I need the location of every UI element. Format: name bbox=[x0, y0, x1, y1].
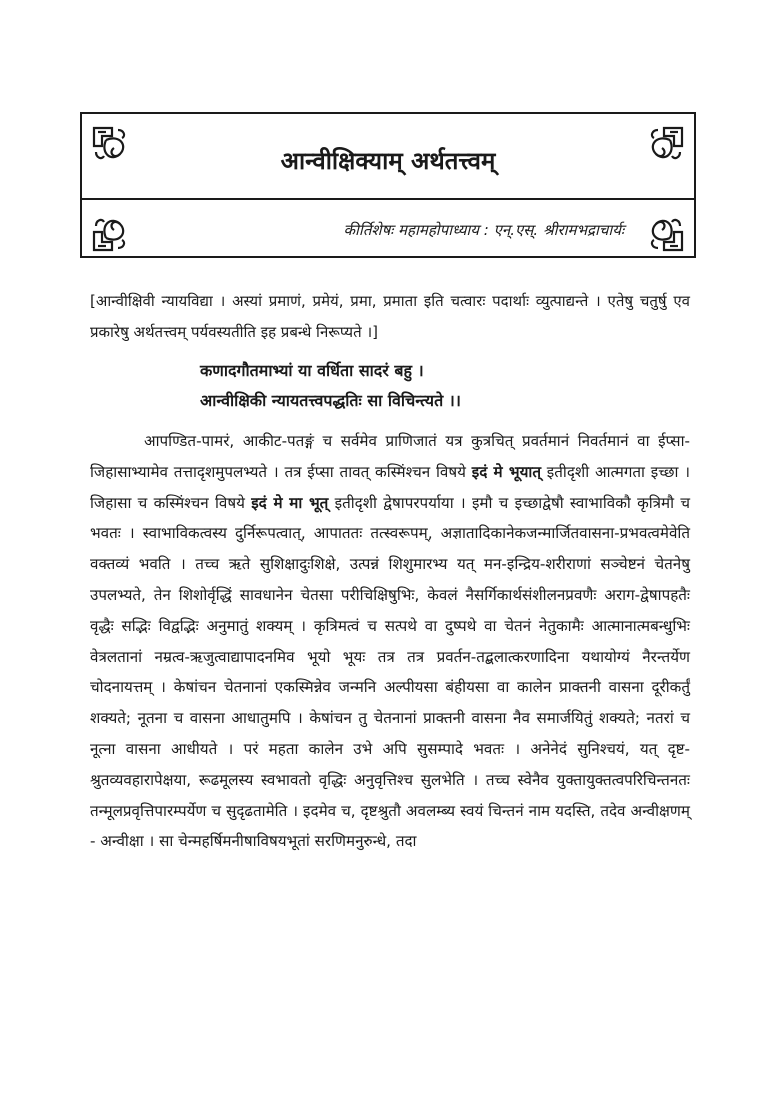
emphasis-phrase: इदं मे मा भूत् bbox=[251, 493, 329, 512]
paragraph-text: आपण्डित-पामरं, आकीट-पतङ्गं च सर्वमेव प्राणिजातं यत्र कुत्रचित् प्रवर्तमानं निवर्तमानं वा ईप्सा-जिहासाभ्यामेव तत्तादृशमुपलभ्यते । तत्र ईप्सा तावत् कस्मिंश्चन विषये bbox=[90, 432, 690, 481]
corner-ornament-icon bbox=[90, 124, 138, 172]
body-paragraph bbox=[90, 426, 690, 857]
abstract bbox=[90, 286, 690, 348]
invocation-verse bbox=[200, 356, 640, 416]
verse-line-2: आन्वीक्षिकी न्यायतत्त्वपद्धतिः सा विचिन्त्यते ।। bbox=[200, 391, 461, 410]
abstract-text: [आन्वीक्षिवी न्यायविद्या । अस्यां प्रमाणं, प्रमेयं, प्रमा, प्रमाता इति चत्वारः पदार्थाः व्युत्पाद्यन्ते । एतेषु चतुर्षु एव प्रकारेषु अर्थतत्त्वम् पर्यवस्यतीति इह प्रबन्धे निरूप्यते ।] bbox=[90, 292, 690, 341]
article-title: आन्वीक्षिक्याम् अर्थतत्त्वम् bbox=[280, 147, 496, 175]
verse-line-1: कणादगौतमाभ्यां या वर्धिता सादरं बहु । bbox=[200, 361, 424, 380]
title-divider bbox=[82, 198, 694, 200]
corner-ornament-icon bbox=[638, 206, 686, 254]
emphasis-phrase: इदं मे भूयात् bbox=[471, 462, 541, 481]
corner-ornament-icon bbox=[90, 206, 138, 254]
paragraph-text: इतीदृशी द्वेषापरपर्याया । इमौ च इच्छाद्वेषौ स्वाभाविकौ कृत्रिमौ च भवतः । स्वाभाविकत्वस्य दुर्निरूपत्वात्, आपाततः तत्स्वरूपम्, अज्ञातादिकानेकजन्मार्जितवासना-प्रभवत्वमेवेति वक्तव्यं भवति । तच्च ऋते सुशिक्षादुःशिक्षे, उत्पन्नं शिशुमारभ्य यत् मन-इन्द्रिय-शरीराणां सञ्चेष्टनं चेतनेषु उपलभ्यते, तेन शिशोर्वृद्धिं सावधानेन चेतसा परीचिक्षिषुभिः, केवलं नैसर्गिकार्थसंशीलनप्रवणैः अराग-द्वेषापहतैः वृद्धैः सद्भिः विद्वद्भिः अनुमातुं शक्यम् । कृत्रिमत्वं च सत्पथे वा दुष्पथे वा चेतनं नेतुकामैः आत्मानात्मबन्धुभिः वेत्रलतानां नम्रत्व-ऋजुत्वाद्यापादनमिव भूयो भूयः तत्र तत्र प्रवर्तन-तद्बलात्करणादिना यथायोग्यं नैरन्तर्येण चोदनायत्तम् । केषांचन चेतनानां एकस्मिन्नेव जन्मनि अल्पीयसा बंहीयसा वा कालेन प्राक्तनी वासना दूरीकर्तुं शक्यते; नूतना च वासना आधातुमपि । केषांचन तु चेतनानां प्राक्तनी वासना नैव समार्जयितुं शक्यते; नतरां च नूत्ना वासना आधीयते । परं महता कालेन उभे अपि सुसम्पादे भवतः । अनेनेदं सुनिश्चयं, यत् दृष्ट-श्रुतव्यवहारापेक्षया, रूढमूलस्य स्वभावतो वृद्धिः अनुवृत्तिश्च सुलभेति । तच्च स्वेनैव युक्तायुक्तत्वपरिचिन्तनतः तन्मूलप्रवृत्तिपारम्पर्येण च सुदृढतामेति । इदमेव च, दृष्टश्रुतौ अवलम्ब्य स्वयं चिन्तनं नाम यदस्ति, तदेव अन्वीक्षणम् - अन्वीक्षा । सा चेन्महर्षिमनीषाविषयभूतां सरणिमनुरुन्धे, तदा bbox=[90, 493, 690, 851]
corner-ornament-icon bbox=[638, 124, 686, 172]
paragraph-text: इतीदृशी आत्मगता इच्छा । जिहासा च कस्मिंश्चन विषये bbox=[90, 462, 690, 512]
author-line: कीर्तिशेषः महामहोपाध्याय : एन्.एस्. श्रीरामभद्राचार्यः bbox=[343, 221, 624, 239]
title-frame bbox=[80, 112, 696, 258]
paragraph-1 bbox=[90, 426, 690, 857]
